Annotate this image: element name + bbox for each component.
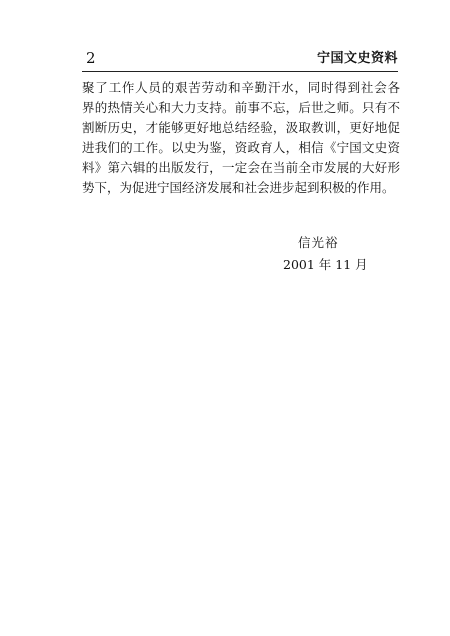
page-number: 2 bbox=[86, 49, 96, 67]
body-line: 势下，为促进宁国经济发展和社会进步起到积极的作用。 bbox=[82, 180, 395, 195]
body-line: 聚了工作人员的艰苦劳动和辛勤汗水，同时得到社会各 bbox=[82, 80, 400, 95]
page-header bbox=[82, 47, 398, 73]
body-line: 进我们的工作。以史为鉴，资政育人，相信《宁国文史资 bbox=[82, 140, 400, 155]
body-line: 界的热情关心和大力支持。前事不忘，后世之师。只有不 bbox=[82, 100, 400, 115]
body-line: 料》第六辑的出版发行，一定会在当前全市发展的大好形 bbox=[82, 160, 400, 175]
running-title: 宁国文史资料 bbox=[316, 51, 398, 66]
body-line: 割断历史，才能够更好地总结经验，汲取教训，更好地促 bbox=[82, 120, 400, 135]
body-paragraph bbox=[82, 78, 400, 198]
signature-date: 2001 年 11 月 bbox=[283, 257, 368, 272]
signature-name: 信光裕 bbox=[298, 235, 339, 250]
header-rule bbox=[82, 71, 398, 72]
signature-block bbox=[283, 232, 393, 276]
